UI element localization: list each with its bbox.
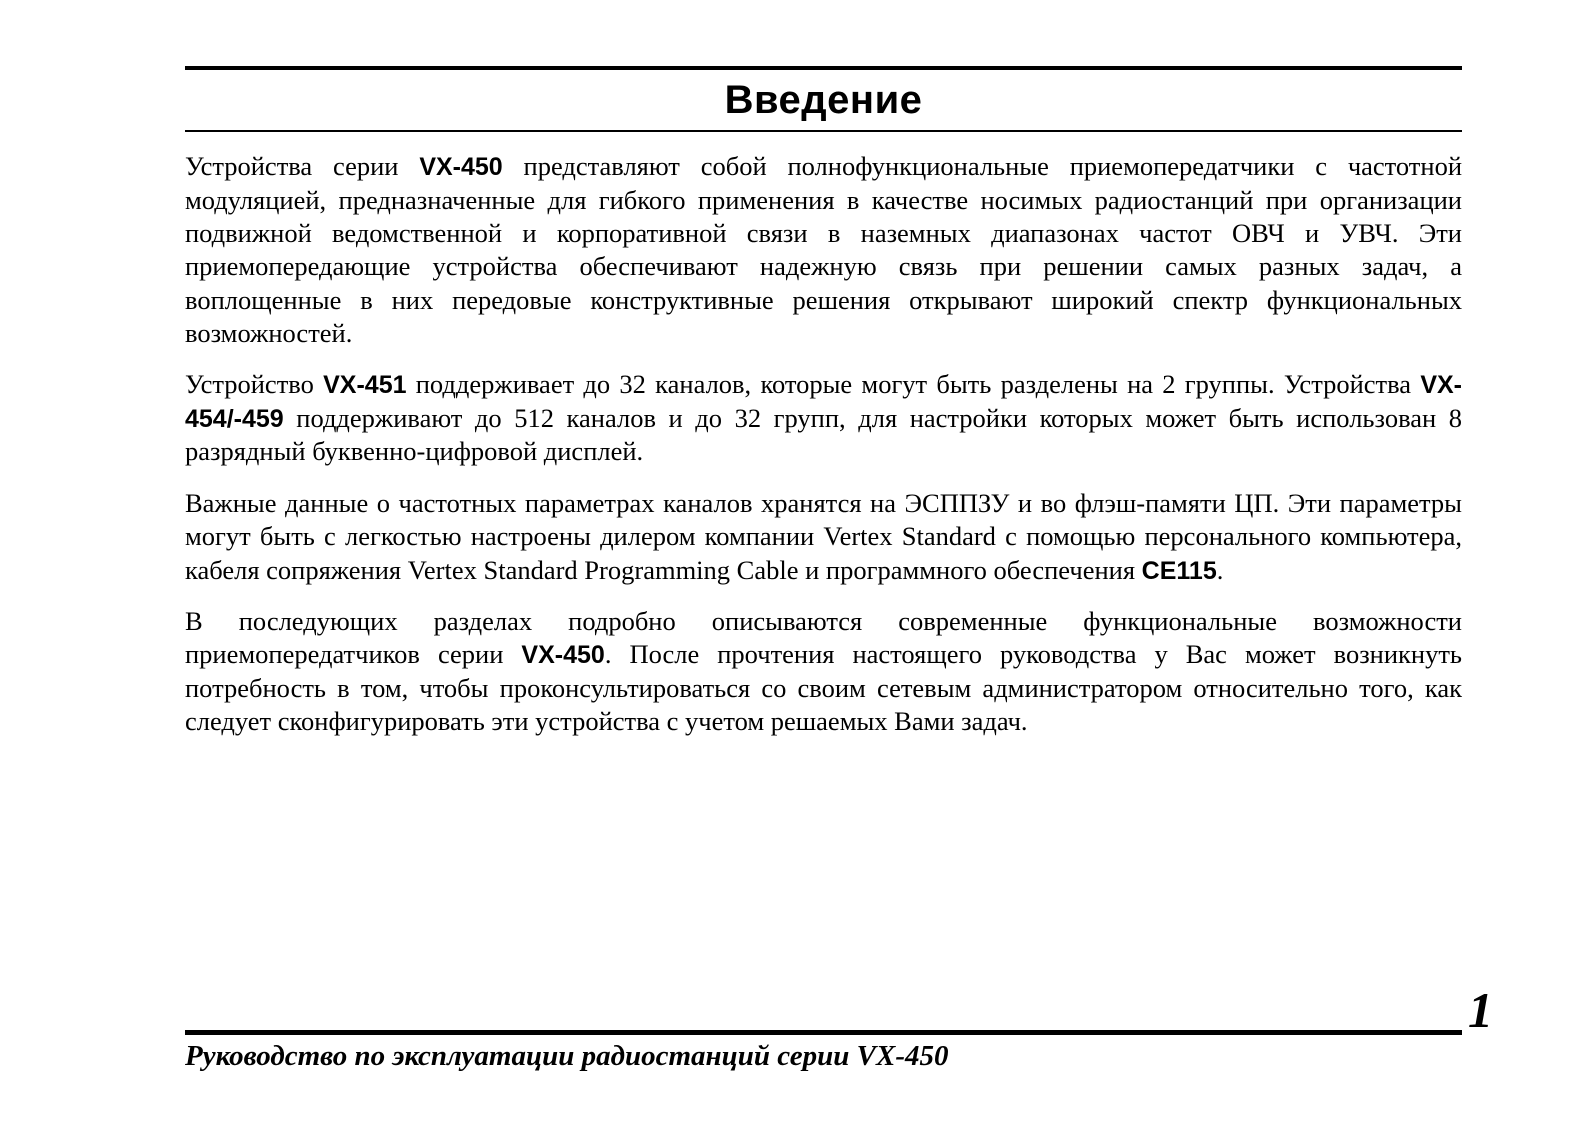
text-segment: В последующих разделах подробно описываются современные функциональные возможности приемопередатчиков серии <box>185 606 1462 670</box>
text-segment: поддерживают до 512 каналов и до 32 групп, для настройки которых может быть использован 8 разрядный буквенно-цифровой дисплей. <box>185 402 1462 467</box>
bold-term: VX-450 <box>419 153 503 181</box>
content-column <box>185 66 1462 757</box>
text-segment: Устройство <box>185 369 324 400</box>
text-segment: Устройства серии <box>185 151 420 181</box>
text-segment: поддерживает до 32 каналов, которые могут быть разделены на 2 группы. Устройства <box>406 369 1421 400</box>
footer <box>185 1030 1462 1073</box>
paragraph <box>185 605 1462 739</box>
page-number: 1 <box>1468 982 1493 1038</box>
text-segment: Важные данные о частотных параметрах каналов хранятся на ЭСППЗУ и во флэш-памяти ЦП. Эти параметры могут быть с легкостью настроены дилером компании Vertex Standard с помощью персонального компьютера, кабеля сопряжения Vertex Standard Programming Cable и программного обеспечения <box>185 487 1462 585</box>
top-rule <box>185 66 1462 70</box>
text-segment: представляют собой полнофункциональные приемопередатчики с частотной модуляцией, предназначенные для гибкого применения в качестве носимых радиостанций при организации подвижной ведомственной и корпоративной связи в наземных диапазонах частот ОВЧ и УВЧ. Эти приемопередающие устройства обеспечивают надежную связь при решении самых разных задач, а воплощенные в них передовые конструктивные решения открывают широкий спектр функциональных возможностей. <box>185 151 1462 348</box>
text-segment: . <box>1216 554 1224 585</box>
bold-term: CE115 <box>1141 556 1217 585</box>
body-text <box>185 150 1462 739</box>
paragraph <box>185 150 1462 350</box>
title-underline <box>185 130 1462 132</box>
bold-term: VX-450 <box>521 641 605 670</box>
paragraph <box>185 487 1462 587</box>
page-title: Введение <box>724 78 923 122</box>
bold-term: VX-451 <box>323 371 407 400</box>
text-segment: . После прочтения настоящего руководства у Вас может возникнуть потребность в том, чтобы проконсультироваться со своим сетевым администратором относительно того, как следует сконфигурировать эти устройства с учетом решаемых Вами задач. <box>185 639 1462 737</box>
footer-title: Руководство по эксплуатации радиостанций серии VX-450 <box>185 1040 949 1072</box>
paragraph <box>185 368 1462 468</box>
bold-term: VX-454/-459 <box>185 371 1462 433</box>
